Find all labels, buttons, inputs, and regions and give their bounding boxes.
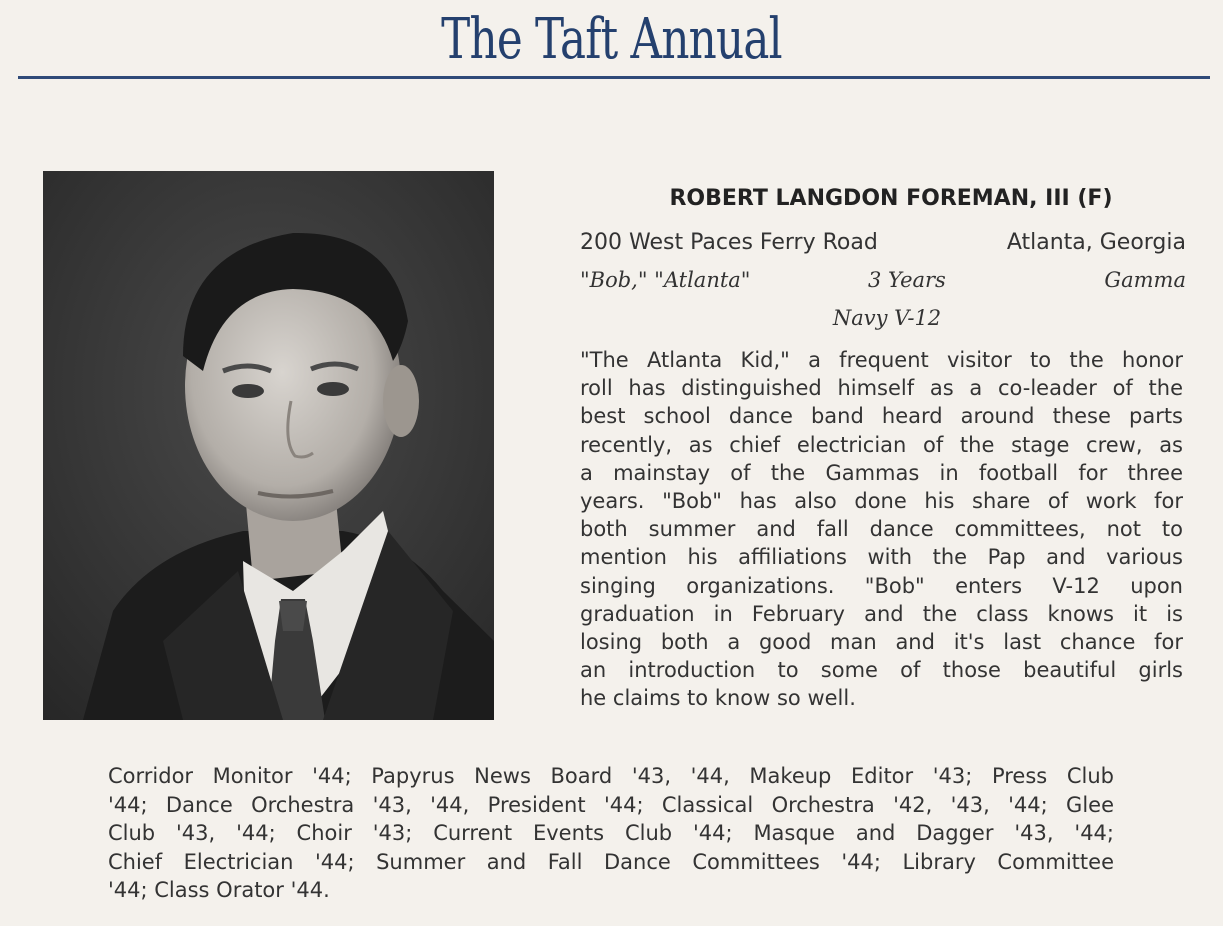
street-address: 200 West Paces Ferry Road bbox=[580, 230, 878, 255]
activities-line: '44; Dance Orchestra '43, '44, President '44; Classical Orchestra '42, '43, '44; Glee bbox=[108, 792, 1114, 817]
publication-title: The Taft Annual bbox=[441, 7, 782, 72]
portrait-photo bbox=[43, 171, 494, 720]
bio-line: recently, as chief electrician of the stage crew, as bbox=[580, 432, 1183, 457]
team-name: Gamma bbox=[1104, 268, 1186, 292]
bio-line: "The Atlanta Kid," a frequent visitor to the honor bbox=[580, 348, 1183, 372]
city-state: Atlanta, Georgia bbox=[1006, 230, 1186, 255]
bio-line: best school dance band heard around these parts bbox=[580, 404, 1183, 429]
bio-line: mention his affiliations with the Pap and various bbox=[580, 545, 1183, 570]
bio-line: he claims to know so well. bbox=[580, 686, 856, 711]
bio-line: losing both a good man and it's last chance for bbox=[580, 630, 1183, 655]
header-divider bbox=[18, 76, 1210, 79]
activities-line: '44; Class Orator '44. bbox=[108, 878, 330, 902]
bio-line: graduation in February and the class knows it is bbox=[580, 601, 1183, 626]
bio-line: years. "Bob" has also done his share of work for bbox=[580, 489, 1183, 514]
bio-line: an introduction to some of those beautiful girls bbox=[580, 658, 1183, 683]
activities-line: Chief Electrician '44; Summer and Fall Dance Committees '44; Library Committee bbox=[108, 849, 1114, 874]
bio-line: both summer and fall dance committees, not to bbox=[580, 517, 1183, 542]
activities-paragraph bbox=[108, 762, 1114, 905]
bio-line: singing organizations. "Bob" enters V-12 upon bbox=[580, 573, 1183, 598]
biography-paragraph bbox=[580, 346, 1183, 713]
years-attended: 3 Years bbox=[868, 268, 946, 292]
activities-line: Corridor Monitor '44; Papyrus News Board '43, '44, Makeup Editor '43; Press Club bbox=[108, 764, 1114, 788]
service-line: Navy V-12 bbox=[832, 306, 942, 330]
bio-line: a mainstay of the Gammas in football for three bbox=[580, 460, 1183, 485]
nicknames: "Bob," "Atlanta" bbox=[580, 268, 751, 292]
bio-line: roll has distinguished himself as a co-leader of the bbox=[580, 376, 1183, 401]
student-name: ROBERT LANGDON FOREMAN, III (F) bbox=[669, 186, 1113, 211]
activities-line: Club '43, '44; Choir '43; Current Events Club '44; Masque and Dagger '43, '44; bbox=[108, 821, 1114, 845]
